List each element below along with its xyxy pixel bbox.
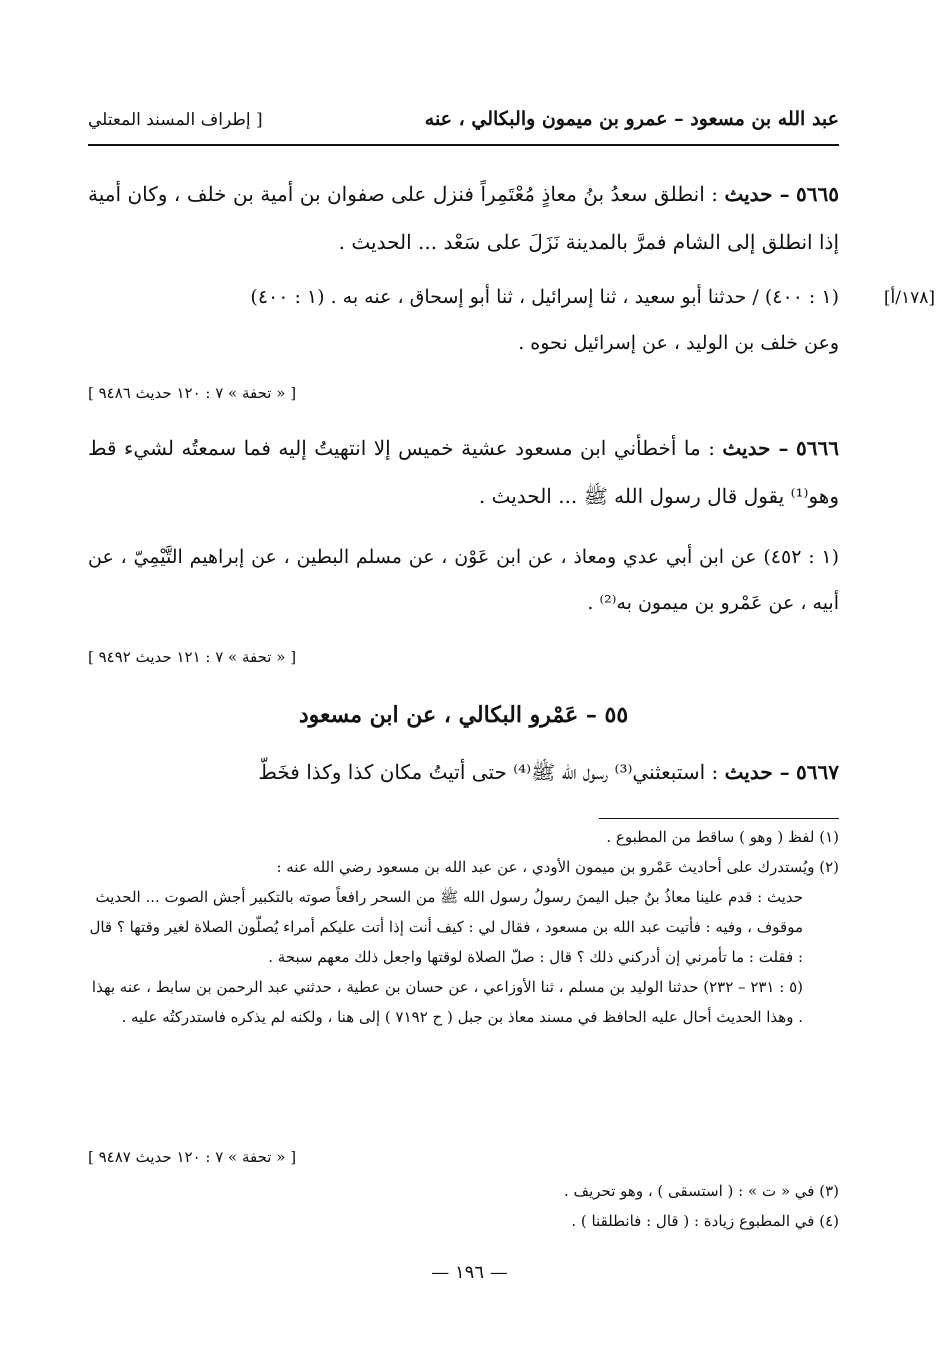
hadith-text: : انطلق سعدُ بنُ معاذٍ مُعْتَمِراً فنزل على صفوان بن أمية بن خلف ، وكان أمية إذا انطلق إلى الشام فمرَّ بالمدينة نَزَلَ على سَعْد ... الحديث .	[88, 182, 839, 254]
hadith-label: – حديث	[724, 182, 790, 206]
footnote-tuhfa-reference: [ « تحفة » ٧ : ١٢٠ حديث ٩٤٨٧ ]	[88, 1148, 297, 1166]
hadith-label: – حديث	[724, 760, 790, 784]
hadith-5667	[88, 748, 839, 796]
hadith-text: : ما أخطأني ابن مسعود عشية خميس إلا انتهيتُ إليه فما سمعتُه لشيء قط وهو⁽¹⁾ يقول قال رسول الله ﷺ ... الحديث .	[88, 436, 839, 508]
footnote-1: (١) لفظ ( وهو ) ساقط من المطبوع .	[606, 828, 839, 846]
footnote-3: (٣) في « ت » : ( استسقى ) ، وهو تحريف .	[564, 1182, 839, 1200]
header-chapter-title	[425, 108, 839, 130]
hadith-5666	[88, 424, 839, 520]
hadith-number: ٥٦٦٦	[796, 436, 839, 460]
header-book-title: [ إطراف المسند المعتلي	[88, 110, 263, 130]
section-title: ٥٥ – عَمْرو البكالي ، عن ابن مسعود	[298, 702, 629, 728]
tuhfa-reference: [ « تحفة » ٧ : ١٢٠ حديث ٩٤٨٦ ]	[88, 384, 297, 402]
hadith-text: : استبعثني⁽³⁾ رسول الله ﷺ⁽⁴⁾ حتى أتيتُ مكان كذا وكذا فخَطّ	[258, 760, 719, 784]
tuhfa-reference: [ « تحفة » ٧ : ١٢١ حديث ٩٤٩٢ ]	[88, 648, 297, 666]
isnad-5665	[88, 274, 839, 366]
footnotes	[88, 822, 839, 1032]
footnotes-continued	[88, 1176, 839, 1236]
manuscript-folio-note: [١٧٨/أ]	[883, 288, 935, 308]
footnote-separator	[599, 818, 839, 819]
hadith-5665	[88, 170, 839, 266]
isnad-5666: (١ : ٤٥٢) عن ابن أبي عدي ومعاذ ، عن ابن عَوْن ، عن مسلم البطين ، عن إبراهيم التَّيْمِيّ ، عن أبيه ، عن عَمْرو بن ميمون به⁽²⁾ .	[88, 546, 839, 614]
running-header	[88, 104, 839, 146]
footnote-2-body: حديث : قدم علينا معاذُ بنُ جبل اليمنَ رسولُ رسول الله ﷺ من السحر رافعاً صوته بالتكبير أجش الصوت ... الحديث موقوف ، وفيه : فأتيت عبد الله بن مسعود ، فقال لي : كيف أنت إذا أتت عليكم أمراء يُصلّون الصلاة لغير وقتها ؟ قال : فقلت : ما تأمرني إن أدركني ذلك ؟ قال : صلّ الصلاة لوقتها واجعل ذلك معهم سبحة .	[89, 888, 803, 966]
hadith-number: ٥٦٦٧	[796, 760, 839, 784]
footnote-2-heading: (٢) ويُستدرك على أحاديث عَمْرو بن ميمون الأودي ، عن عبد الله بن مسعود رضي الله عنه :	[276, 858, 839, 876]
page-number: — ١٩٦ —	[431, 1262, 508, 1283]
isnad-line: (١ : ٤٠٠) / حدثنا أبو سعيد ، ثنا إسرائيل ، ثنا أبو إسحاق ، عنه به . (١ : ٤٠٠)	[250, 286, 839, 308]
hadith-label: – حديث	[722, 436, 789, 460]
footnote-4: (٤) في المطبوع زيادة : ( قال : فانطلقنا ) .	[571, 1212, 839, 1230]
isnad-line: وعن خلف بن الوليد ، عن إسرائيل نحوه .	[518, 332, 839, 354]
header-chapter-text: عبد الله بن مسعود – عمرو بن ميمون والبكالي ، عنه	[424, 108, 839, 130]
footnote-2-isnad: (٥ : ٢٣١ – ٢٣٢) حدثنا الوليد بن مسلم ، ثنا الأوزاعي ، عن حسان بن عطية ، حدثني عبد الرحمن بن سابط ، عنه بهذا . وهذا الحديث أحال عليه الحافظ في مسند معاذ بن جبل ( ح ٧١٩٢ ) إلى هنا ، ولكنه لم يذكره فاستدركتُه عليه .	[91, 978, 803, 1026]
hadith-number: ٥٦٦٥	[796, 182, 840, 206]
